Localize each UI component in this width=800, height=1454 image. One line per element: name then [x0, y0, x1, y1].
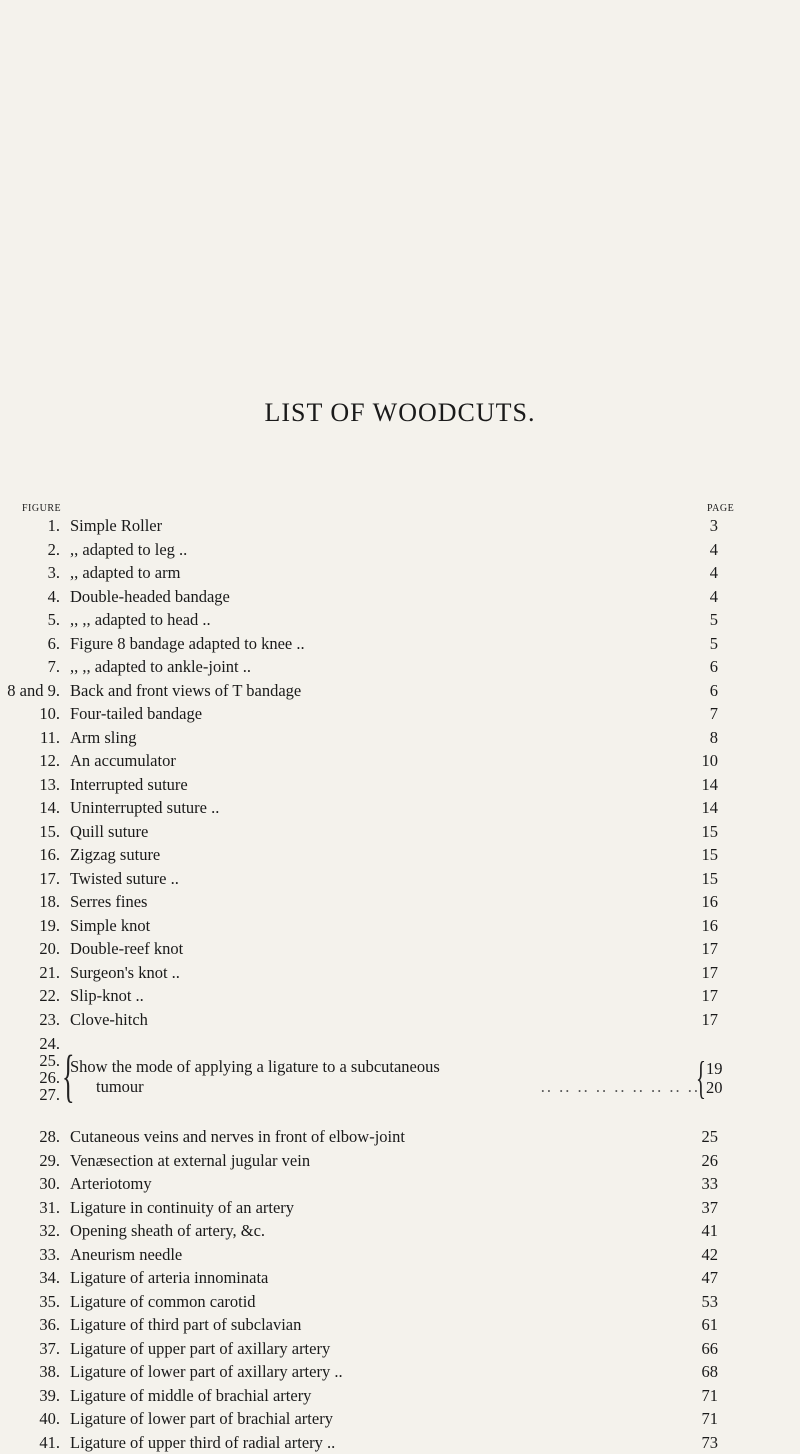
right-brace: { [696, 1055, 706, 1101]
figure-number: 5. [48, 608, 60, 631]
page-number: 17 [702, 937, 719, 960]
list-item [0, 843, 800, 867]
grouped-description-line-2: tumour [96, 1077, 144, 1097]
figure-number: 29. [39, 1149, 60, 1172]
figure-description: Ligature of middle of brachial artery [70, 1384, 311, 1407]
figure-description: Simple Roller [70, 514, 162, 537]
figure-description: Quill suture [70, 820, 148, 843]
figure-description: Four-tailed bandage [70, 702, 202, 725]
page-number: 7 [710, 702, 718, 725]
figure-description: Simple knot [70, 914, 150, 937]
figure-number: 37. [39, 1337, 60, 1360]
figure-description: Back and front views of T bandage [70, 679, 301, 702]
figure-description: Zigzag suture [70, 843, 160, 866]
figure-number: 28. [39, 1125, 60, 1148]
figure-number: 10. [39, 702, 60, 725]
figure-description: Slip-knot .. [70, 984, 144, 1007]
page-number: 15 [702, 843, 719, 866]
figure-description: Twisted suture .. [70, 867, 179, 890]
list-item [0, 726, 800, 750]
figure-description: ,, adapted to arm [70, 561, 180, 584]
list-item [0, 1172, 800, 1196]
list-item [0, 984, 800, 1008]
list-item [0, 1219, 800, 1243]
list-item [0, 1431, 800, 1454]
page-number: 68 [702, 1360, 719, 1383]
grouped-entry [0, 1031, 800, 1125]
page-number: 5 [710, 608, 718, 631]
figure-description: ,, adapted to leg .. [70, 538, 187, 561]
figure-description: Ligature of third part of subclavian [70, 1313, 301, 1336]
figure-description: Arm sling [70, 726, 136, 749]
page-number: 41 [702, 1219, 719, 1242]
list-item [0, 1243, 800, 1267]
list-item [0, 1384, 800, 1408]
figure-number: 34. [39, 1266, 60, 1289]
page-number: 66 [702, 1337, 719, 1360]
page-number: 17 [702, 1008, 719, 1031]
figure-number: 22. [39, 984, 60, 1007]
figure-number: 13. [39, 773, 60, 796]
left-brace: { [62, 1047, 75, 1105]
list-item [0, 961, 800, 985]
list-item [0, 796, 800, 820]
page-number: 61 [702, 1313, 719, 1336]
figure-description: Ligature in continuity of an artery [70, 1196, 294, 1219]
figure-number: 15. [39, 820, 60, 843]
list-item [0, 773, 800, 797]
page-number: 15 [702, 820, 719, 843]
figure-number: 1. [48, 514, 60, 537]
figure-number: 12. [39, 749, 60, 772]
page-number: 17 [702, 984, 719, 1007]
page-number: 26 [702, 1149, 719, 1172]
figure-description: Ligature of upper third of radial artery .. [70, 1431, 335, 1454]
page-title: LIST OF WOODCUTS. [0, 398, 800, 428]
figure-number: 8 and 9. [7, 679, 60, 702]
figure-number: 6. [48, 632, 60, 655]
figure-number: 30. [39, 1172, 60, 1195]
list-item [0, 655, 800, 679]
list-item [0, 890, 800, 914]
figure-number: 23. [39, 1008, 60, 1031]
figure-number: 14. [39, 796, 60, 819]
figure-description: Ligature of lower part of brachial artery [70, 1407, 333, 1430]
figure-description: Aneurism needle [70, 1243, 182, 1266]
figure-number: 2. [48, 538, 60, 561]
page-number: 3 [710, 514, 718, 537]
figure-description: Arteriotomy [70, 1172, 152, 1195]
woodcut-list [0, 514, 800, 1454]
list-item [0, 749, 800, 773]
page-number: 14 [702, 773, 719, 796]
figure-column-header: FIGURE [22, 503, 61, 514]
list-item [0, 1125, 800, 1149]
figure-number: 3. [48, 561, 60, 584]
page-number: 73 [702, 1431, 719, 1454]
page-number: 16 [702, 890, 719, 913]
leader-dots: .. .. .. .. .. .. .. .. .. [541, 1077, 700, 1097]
grouped-page-numbers: 19 20 [706, 1059, 723, 1097]
list-item [0, 561, 800, 585]
list-item [0, 702, 800, 726]
figure-description: Clove-hitch [70, 1008, 148, 1031]
list-item [0, 1313, 800, 1337]
grouped-figure-numbers: 24. 25. 26. 27. [39, 1035, 60, 1103]
figure-description: Ligature of arteria innominata [70, 1266, 268, 1289]
list-item [0, 867, 800, 891]
figure-description: Ligature of lower part of axillary artery .. [70, 1360, 343, 1383]
figure-description: Double-reef knot [70, 937, 183, 960]
list-item [0, 608, 800, 632]
figure-number: 38. [39, 1360, 60, 1383]
list-item [0, 585, 800, 609]
figure-description: Serres fines [70, 890, 147, 913]
figure-number: 36. [39, 1313, 60, 1336]
figure-description: Opening sheath of artery, &c. [70, 1219, 265, 1242]
page-number: 8 [710, 726, 718, 749]
figure-description: An accumulator [70, 749, 176, 772]
figure-description: Uninterrupted suture .. [70, 796, 219, 819]
figure-description: Venæsection at external jugular vein [70, 1149, 310, 1172]
figure-number: 19. [39, 914, 60, 937]
figure-number: 32. [39, 1219, 60, 1242]
list-item [0, 1407, 800, 1431]
figure-description: Ligature of upper part of axillary artery [70, 1337, 330, 1360]
page-number: 53 [702, 1290, 719, 1313]
page-number: 5 [710, 632, 718, 655]
page-number: 4 [710, 538, 718, 561]
figure-number: 40. [39, 1407, 60, 1430]
list-item [0, 1008, 800, 1032]
page-number: 4 [710, 561, 718, 584]
page-number: 47 [702, 1266, 719, 1289]
figure-number: 4. [48, 585, 60, 608]
figure-description: ,, ,, adapted to ankle-joint .. [70, 655, 251, 678]
page-number: 33 [702, 1172, 719, 1195]
list-item [0, 514, 800, 538]
page-number: 4 [710, 585, 718, 608]
page-number: 17 [702, 961, 719, 984]
page-column-header: PAGE [707, 503, 734, 514]
page-number: 71 [702, 1407, 719, 1430]
page-number: 15 [702, 867, 719, 890]
page-number: 14 [702, 796, 719, 819]
figure-number: 31. [39, 1196, 60, 1219]
figure-number: 33. [39, 1243, 60, 1266]
page-number: 6 [710, 655, 718, 678]
list-item [0, 1149, 800, 1173]
list-item [0, 1290, 800, 1314]
figure-number: 41. [39, 1431, 60, 1454]
list-item [0, 914, 800, 938]
grouped-description-line-1: Show the mode of applying a ligature to a subcutaneous [70, 1057, 440, 1077]
page-number: 42 [702, 1243, 719, 1266]
figure-number: 35. [39, 1290, 60, 1313]
list-item [0, 820, 800, 844]
figure-number: 7. [48, 655, 60, 678]
figure-number: 39. [39, 1384, 60, 1407]
page-number: 71 [702, 1384, 719, 1407]
page-number: 16 [702, 914, 719, 937]
list-item [0, 1266, 800, 1290]
list-item [0, 1337, 800, 1361]
list-item [0, 632, 800, 656]
page-number: 6 [710, 679, 718, 702]
figure-description: Surgeon's knot .. [70, 961, 180, 984]
figure-description: Double-headed bandage [70, 585, 230, 608]
figure-description: Ligature of common carotid [70, 1290, 256, 1313]
figure-description: ,, ,, adapted to head .. [70, 608, 211, 631]
list-item [0, 679, 800, 703]
list-item [0, 1360, 800, 1384]
figure-description: Figure 8 bandage adapted to knee .. [70, 632, 305, 655]
page-number: 37 [702, 1196, 719, 1219]
figure-number: 18. [39, 890, 60, 913]
figure-number: 17. [39, 867, 60, 890]
figure-number: 21. [39, 961, 60, 984]
list-item [0, 937, 800, 961]
page-number: 10 [702, 749, 719, 772]
list-item [0, 1196, 800, 1220]
page-number: 25 [702, 1125, 719, 1148]
figure-number: 16. [39, 843, 60, 866]
list-item [0, 538, 800, 562]
figure-description: Cutaneous veins and nerves in front of elbow-joint [70, 1125, 405, 1148]
figure-description: Interrupted suture [70, 773, 188, 796]
figure-number: 11. [40, 726, 60, 749]
figure-number: 20. [39, 937, 60, 960]
